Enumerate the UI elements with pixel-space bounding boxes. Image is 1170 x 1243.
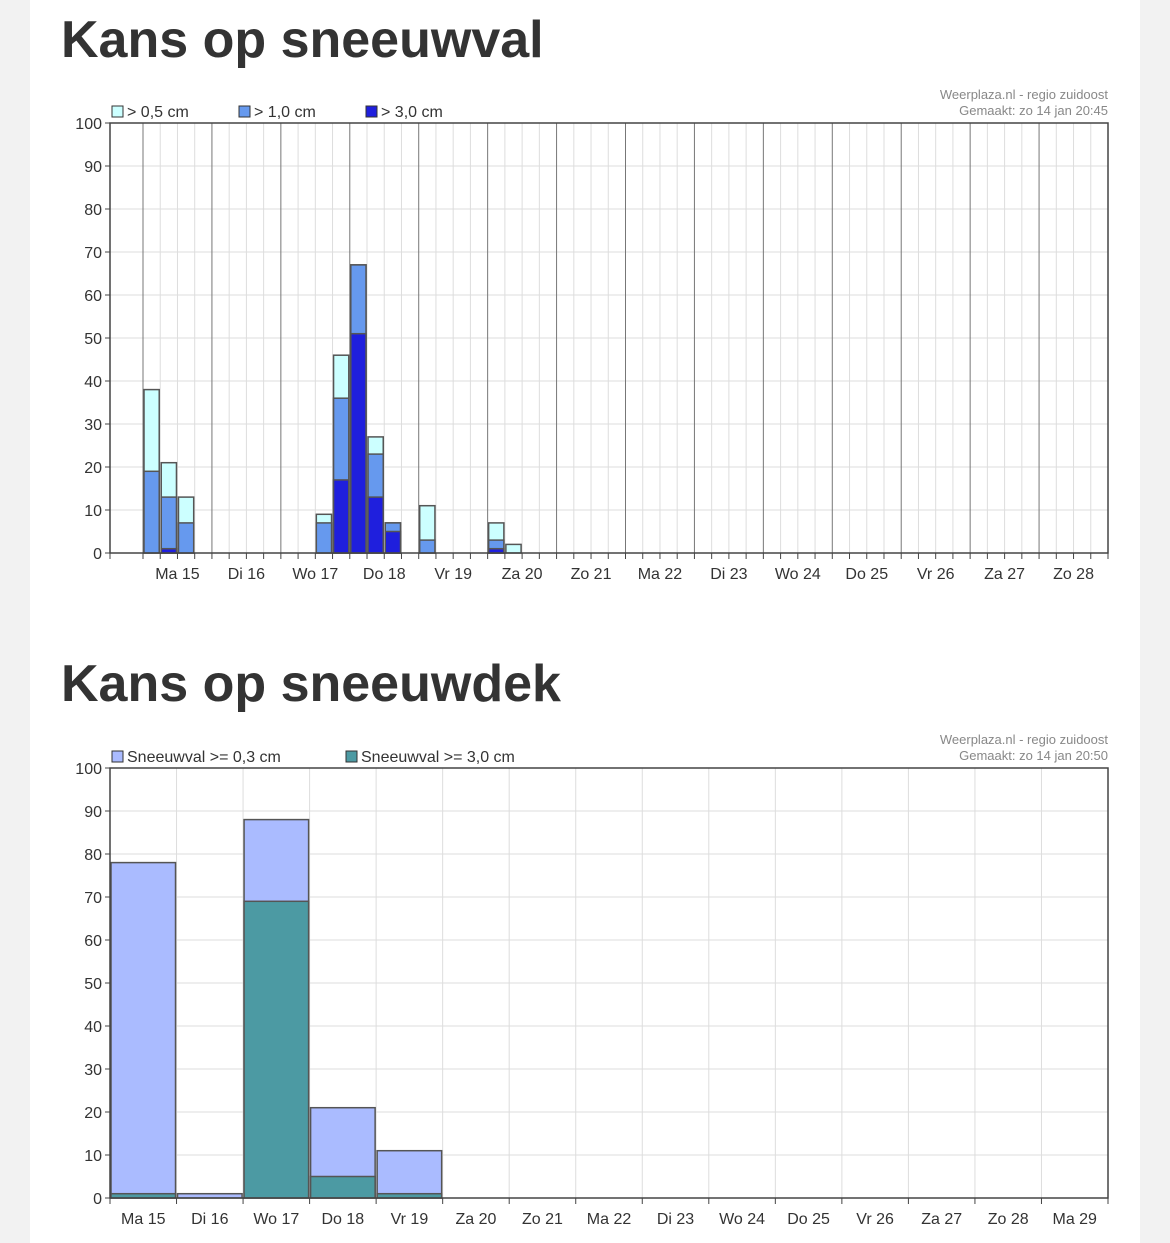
bar xyxy=(311,1177,376,1199)
y-tick-label: 40 xyxy=(84,374,102,391)
legend-label: Sneeuwval >= 0,3 cm xyxy=(127,749,281,766)
x-tick-label: Za 27 xyxy=(984,566,1026,583)
bar xyxy=(334,480,349,553)
x-tick-label: Vr 26 xyxy=(856,1211,894,1228)
snowfall-chart-svg xyxy=(60,86,1120,586)
x-tick-label: Ma 22 xyxy=(637,566,683,583)
x-tick-label: Wo 17 xyxy=(292,566,339,583)
x-tick-label: Ma 29 xyxy=(1052,1211,1097,1228)
y-tick-label: 70 xyxy=(84,890,102,907)
bar xyxy=(144,471,159,553)
y-tick-label: 80 xyxy=(84,847,102,864)
legend-label: Sneeuwval >= 3,0 cm xyxy=(361,749,515,766)
bar xyxy=(244,901,309,1198)
bar xyxy=(368,497,383,553)
x-tick-label: Do 18 xyxy=(321,1211,365,1228)
legend-label: > 1,0 cm xyxy=(254,104,316,121)
bar xyxy=(385,532,400,554)
x-tick-label: Wo 17 xyxy=(253,1211,300,1228)
y-tick-label: 90 xyxy=(84,159,102,176)
y-tick-label: 20 xyxy=(84,1105,102,1122)
y-tick-label: 0 xyxy=(93,546,102,563)
x-tick-label: Do 18 xyxy=(362,566,406,583)
source-label: Weerplaza.nl - regio zuidoost xyxy=(939,87,1108,102)
x-tick-label: Ma 15 xyxy=(155,566,200,583)
x-tick-label: Vr 19 xyxy=(434,566,473,583)
legend-label: > 0,5 cm xyxy=(127,104,189,121)
made-label: Gemaakt: zo 14 jan 20:45 xyxy=(959,103,1108,118)
x-tick-label: Di 16 xyxy=(227,566,266,583)
x-tick-label: Wo 24 xyxy=(719,1211,766,1228)
y-tick-label: 100 xyxy=(75,761,102,778)
legend-label: > 3,0 cm xyxy=(381,104,443,121)
y-tick-label: 40 xyxy=(84,1019,102,1036)
legend-swatch xyxy=(366,106,377,117)
snowfall-chart xyxy=(60,86,1120,586)
y-tick-label: 60 xyxy=(84,288,102,305)
x-tick-label: Zo 21 xyxy=(570,566,612,583)
x-tick-label: Zo 21 xyxy=(522,1211,563,1228)
y-tick-label: 70 xyxy=(84,245,102,262)
bar xyxy=(351,334,366,553)
y-tick-label: 10 xyxy=(84,1148,102,1165)
bar xyxy=(316,523,331,553)
x-tick-label: Di 23 xyxy=(710,566,748,583)
x-tick-label: Di 23 xyxy=(656,1211,695,1228)
bar xyxy=(111,863,176,1198)
x-tick-label: Zo 28 xyxy=(987,1211,1029,1228)
bar xyxy=(161,497,176,553)
y-tick-label: 80 xyxy=(84,202,102,219)
y-tick-label: 100 xyxy=(75,116,102,133)
x-tick-label: Do 25 xyxy=(845,566,889,583)
x-tick-label: Wo 24 xyxy=(774,566,821,583)
bar xyxy=(178,523,193,553)
x-tick-label: Do 25 xyxy=(787,1211,830,1228)
y-tick-label: 30 xyxy=(84,1062,102,1079)
x-tick-label: Vr 26 xyxy=(916,566,955,583)
y-tick-label: 90 xyxy=(84,804,102,821)
x-tick-label: Za 20 xyxy=(455,1211,497,1228)
bar xyxy=(506,544,521,553)
x-tick-label: Zo 28 xyxy=(1053,566,1094,583)
legend-swatch xyxy=(112,751,123,762)
legend-swatch xyxy=(346,751,357,762)
legend-swatch xyxy=(239,106,250,117)
made-label: Gemaakt: zo 14 jan 20:50 xyxy=(959,748,1108,763)
y-tick-label: 50 xyxy=(84,331,102,348)
snowcover-chart xyxy=(60,731,1120,1231)
x-tick-label: Vr 19 xyxy=(390,1211,429,1228)
x-tick-label: Za 27 xyxy=(921,1211,963,1228)
snowfall-title: Kans op sneeuwval xyxy=(61,11,544,69)
x-tick-label: Di 16 xyxy=(191,1211,229,1228)
y-tick-label: 10 xyxy=(84,503,102,520)
source-label: Weerplaza.nl - regio zuidoost xyxy=(939,732,1108,747)
y-tick-label: 60 xyxy=(84,933,102,950)
y-tick-label: 30 xyxy=(84,417,102,434)
bar xyxy=(377,1151,442,1198)
y-tick-label: 50 xyxy=(84,976,102,993)
y-tick-label: 20 xyxy=(84,460,102,477)
snowcover-title: Kans op sneeuwdek xyxy=(61,655,561,713)
bar xyxy=(420,540,435,553)
x-tick-label: Za 20 xyxy=(501,566,543,583)
x-tick-label: Ma 22 xyxy=(586,1211,632,1228)
snowcover-chart-svg xyxy=(60,731,1120,1231)
x-tick-label: Ma 15 xyxy=(121,1211,166,1228)
legend-swatch xyxy=(112,106,123,117)
y-tick-label: 0 xyxy=(93,1191,102,1208)
